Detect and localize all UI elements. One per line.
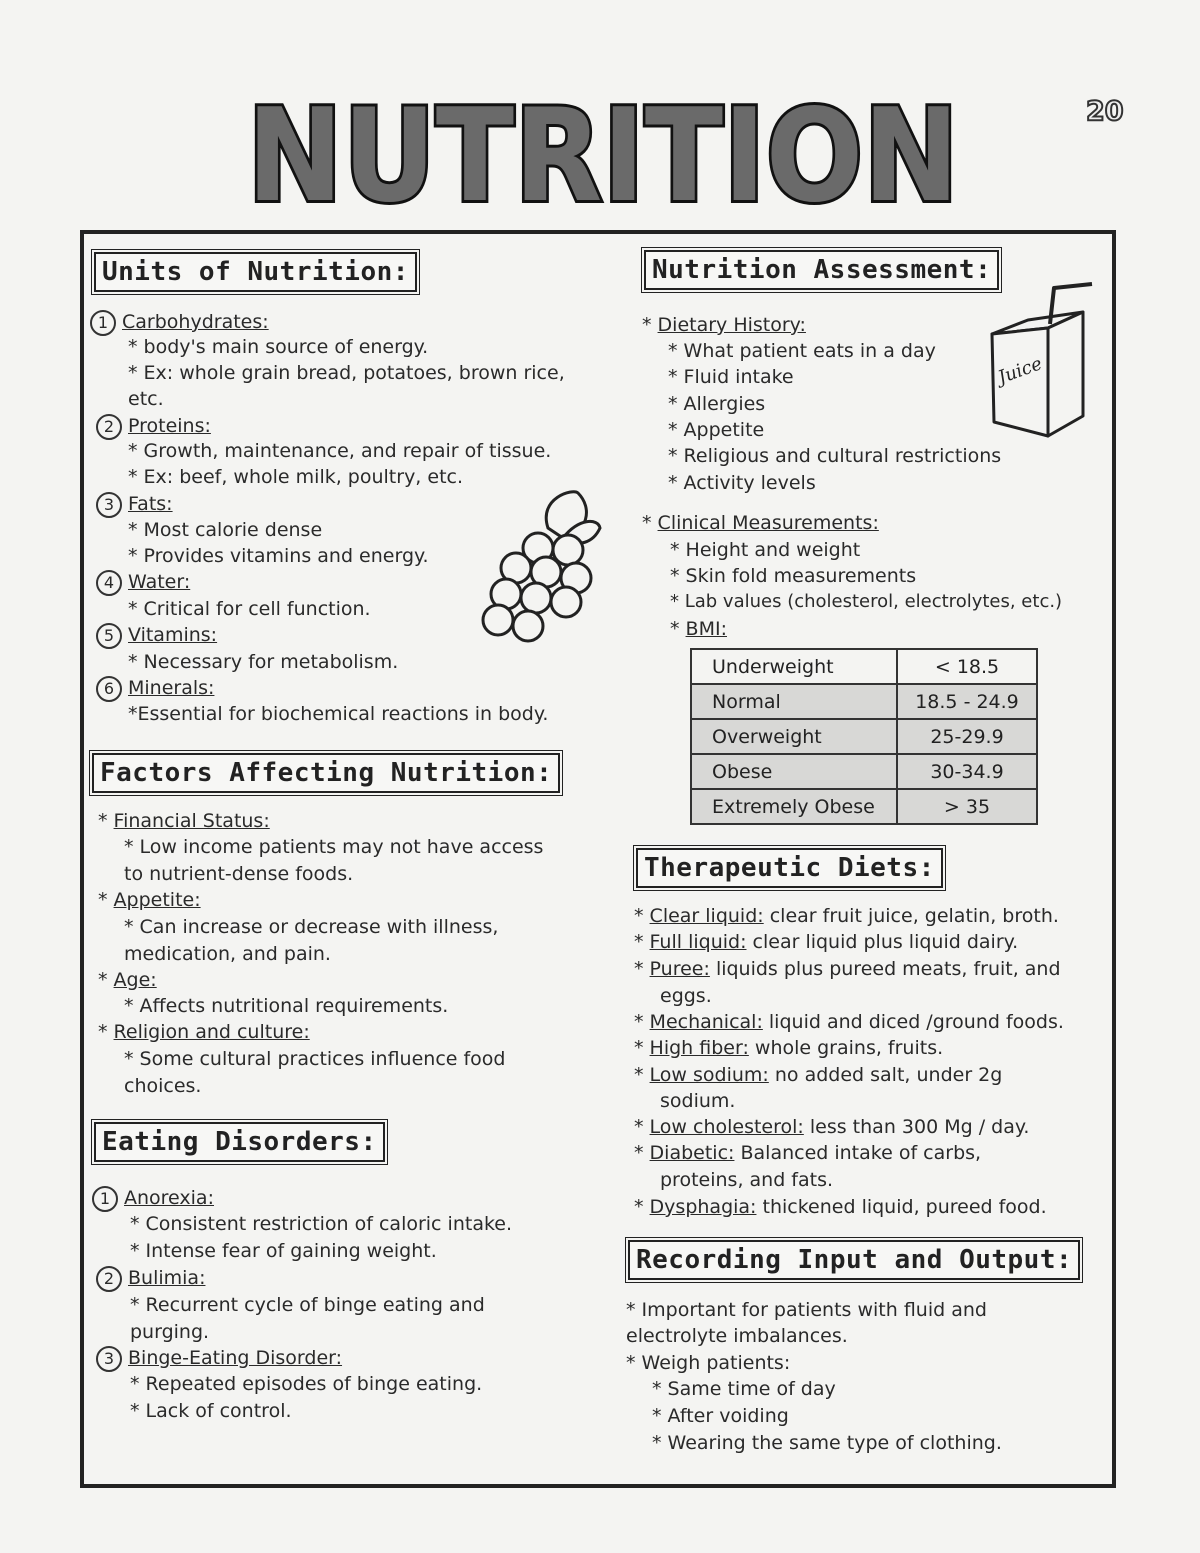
recording-line: * Same time of day (652, 1378, 836, 1400)
unit-3-point: * Most calorie dense (128, 519, 323, 541)
factor-1: * Financial Status: (98, 810, 270, 832)
recording-heading: Recording Input and Output: (628, 1240, 1080, 1280)
table-row (691, 789, 1037, 824)
unit-5-point: * Necessary for metabolism. (128, 651, 399, 673)
unit-4: 4 Water: (96, 569, 190, 596)
factor-line: * Affects nutritional requirements. (124, 995, 449, 1017)
factor-line: medication, and pain. (124, 943, 331, 965)
unit-3: 3 Fats: (96, 491, 173, 518)
dietary-title: * Dietary History: (642, 314, 806, 336)
page-title (238, 92, 968, 222)
clinical-item: * Height and weight (670, 539, 861, 561)
bmi-value: > 35 (897, 789, 1037, 824)
page-number: 20 (1086, 96, 1124, 127)
unit-1-point: * Ex: whole grain bread, potatoes, brown rice, (128, 362, 565, 384)
eating-2: 2 Bulimia: (96, 1265, 205, 1292)
bmi-value: < 18.5 (897, 649, 1037, 684)
recording-line: * Weigh patients: (626, 1352, 791, 1374)
clinical-title: * Clinical Measurements: (642, 512, 879, 534)
recording-line: * Wearing the same type of clothing. (652, 1432, 1002, 1454)
bmi-value: 25-29.9 (897, 719, 1037, 754)
table-row (691, 684, 1037, 719)
grapes-icon (478, 488, 606, 646)
clinical-item: * Lab values (cholesterol, electrolytes, etc.) (670, 591, 1063, 612)
eating-line: * Lack of control. (130, 1400, 292, 1422)
diet-item: * Puree: liquids plus pureed meats, fruit, and (634, 958, 1061, 980)
factor-4: * Religion and culture: (98, 1021, 310, 1043)
diet-item: * Mechanical: liquid and diced /ground foods. (634, 1011, 1064, 1033)
diet-line: eggs. (660, 985, 712, 1007)
unit-2: 2 Proteins: (96, 413, 211, 440)
diet-item: * Low cholesterol: less than 300 Mg / day. (634, 1116, 1030, 1138)
diet-item: * Dysphagia: thickened liquid, pureed food. (634, 1196, 1047, 1218)
factor-line: * Some cultural practices influence food (124, 1048, 506, 1070)
dietary-item: * Allergies (668, 393, 766, 415)
bmi-label: Normal (691, 684, 897, 719)
factor-line: choices. (124, 1075, 202, 1097)
unit-6-point: *Essential for biochemical reactions in body. (128, 703, 549, 725)
diet-item: * Clear liquid: clear fruit juice, gelatin, broth. (634, 905, 1059, 927)
juice-box-icon (988, 276, 1100, 440)
diets-heading: Therapeutic Diets: (636, 848, 943, 888)
factor-3: * Age: (98, 969, 157, 991)
dietary-item: * Fluid intake (668, 366, 794, 388)
diet-item: * Full liquid: clear liquid plus liquid dairy. (634, 931, 1019, 953)
juice-label: Juice (995, 353, 1045, 389)
diet-line: sodium. (660, 1090, 736, 1112)
eating-heading: Eating Disorders: (94, 1122, 385, 1162)
dietary-item: * What patient eats in a day (668, 340, 936, 362)
bmi-table (690, 648, 1038, 825)
eating-line: * Repeated episodes of binge eating. (130, 1373, 483, 1395)
eating-line: * Recurrent cycle of binge eating and (130, 1294, 485, 1316)
bmi-label: Underweight (691, 649, 897, 684)
bmi-label: Extremely Obese (691, 789, 897, 824)
dietary-item: * Appetite (668, 419, 765, 441)
assessment-heading: Nutrition Assessment: (644, 250, 999, 290)
bmi-title: * BMI: (670, 618, 727, 640)
unit-2-point: * Growth, maintenance, and repair of tissue. (128, 440, 552, 462)
factor-line: * Can increase or decrease with illness, (124, 916, 499, 938)
diet-item: * High fiber: whole grains, fruits. (634, 1037, 944, 1059)
recording-line: * After voiding (652, 1405, 789, 1427)
diet-item: * Diabetic: Balanced intake of carbs, (634, 1142, 982, 1164)
unit-5: 5 Vitamins: (96, 622, 217, 649)
factor-line: * Low income patients may not have access (124, 836, 544, 858)
bmi-value: 18.5 - 24.9 (897, 684, 1037, 719)
eating-line: purging. (130, 1321, 210, 1343)
unit-1-point: etc. (128, 388, 164, 410)
eating-1: 1 Anorexia: (92, 1185, 214, 1212)
diet-item: * Low sodium: no added salt, under 2g (634, 1064, 1003, 1086)
bmi-label: Overweight (691, 719, 897, 754)
unit-2-point: * Ex: beef, whole milk, poultry, etc. (128, 466, 464, 488)
title-text: NUTRITION (247, 92, 959, 222)
dietary-item: * Activity levels (668, 472, 816, 494)
factors-heading: Factors Affecting Nutrition: (92, 753, 560, 793)
eating-line: * Consistent restriction of caloric intake. (130, 1213, 513, 1235)
recording-line: electrolyte imbalances. (626, 1325, 848, 1347)
clinical-item: * Skin fold measurements (670, 565, 917, 587)
factor-2: * Appetite: (98, 889, 201, 911)
factor-line: to nutrient-dense foods. (124, 863, 354, 885)
unit-6: 6 Minerals: (96, 675, 214, 702)
unit-4-point: * Critical for cell function. (128, 598, 371, 620)
units-heading: Units of Nutrition: (94, 252, 417, 292)
bmi-label: Obese (691, 754, 897, 789)
table-row (691, 719, 1037, 754)
diet-line: proteins, and fats. (660, 1169, 834, 1191)
eating-line: * Intense fear of gaining weight. (130, 1240, 437, 1262)
dietary-item: * Religious and cultural restrictions (668, 445, 1002, 467)
unit-1: 1 Carbohydrates: (90, 309, 269, 336)
eating-3: 3 Binge-Eating Disorder: (96, 1345, 342, 1372)
unit-3-point: * Provides vitamins and energy. (128, 545, 429, 567)
table-row (691, 754, 1037, 789)
table-row (691, 649, 1037, 684)
recording-line: * Important for patients with fluid and (626, 1299, 987, 1321)
bmi-value: 30-34.9 (897, 754, 1037, 789)
unit-1-point: * body's main source of energy. (128, 336, 429, 358)
